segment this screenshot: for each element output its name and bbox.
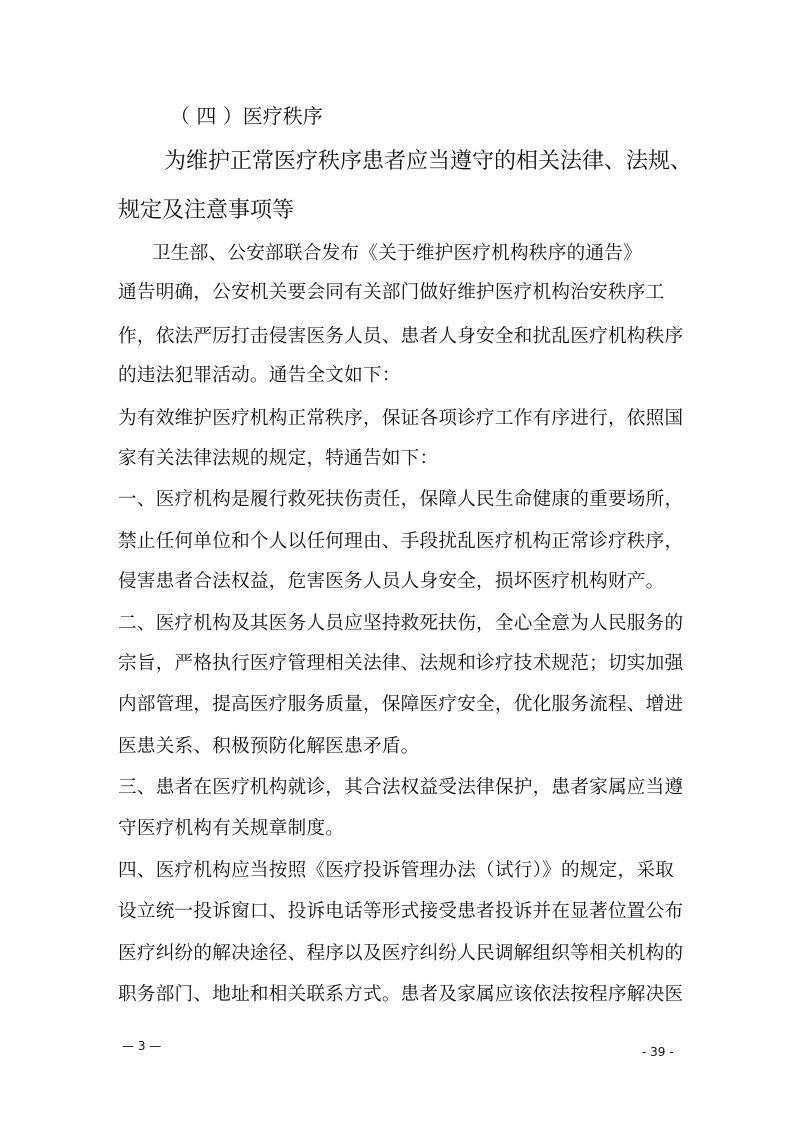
body-line: 内部管理，提高医疗服务质量，保障医疗安全，优化服务流程、增进 bbox=[118, 694, 684, 715]
body-line: 宗旨，严格执行医疗管理相关法律、法规和诊疗技术规范；切实加强 bbox=[118, 653, 684, 674]
body-line: 职务部门、地址和相关联系方式。患者及家属应该依法按程序解决医 bbox=[118, 984, 684, 1005]
page-number-left: — 3 — bbox=[122, 1039, 162, 1053]
body-line: 为有效维护医疗机构正常秩序，保证各项诊疗工作有序进行，依照国 bbox=[118, 408, 684, 429]
body-line: 医患关系、积极预防化解医患矛盾。 bbox=[118, 736, 420, 757]
body-line: 一、医疗机构是履行救死扶伤责任，保障人民生命健康的重要场所， bbox=[118, 489, 684, 510]
body-line: 卫生部、公安部联合发布《关于维护医疗机构秩序的通告》 bbox=[152, 243, 642, 264]
body-line: 通告明确，公安机关要会同有关部门做好维护医疗机构治安秩序工 bbox=[118, 282, 665, 303]
body-line: 三、患者在医疗机构就诊，其合法权益受法律保护，患者家属应当遵 bbox=[118, 777, 684, 798]
body-line: 设立统一投诉窗口、投诉电话等形式接受患者投诉并在显著位置公布 bbox=[118, 901, 684, 922]
body-line: 侵害患者合法权益，危害医务人员人身安全，损坏医疗机构财产。 bbox=[118, 571, 665, 592]
page-number-right: - 39 - bbox=[642, 1045, 674, 1059]
body-line: 守医疗机构有关规章制度。 bbox=[118, 818, 345, 839]
body-line: 禁止任何单位和个人以任何理由、手段扰乱医疗机构正常诊疗秩序， bbox=[118, 531, 684, 552]
body-line: 的违法犯罪活动。通告全文如下： bbox=[118, 365, 401, 386]
section-heading: （ 四 ）医疗秩序 bbox=[170, 104, 323, 128]
body-line: 家有关法律法规的规定，特通告如下： bbox=[118, 448, 439, 469]
body-line: 作，依法严厉打击侵害医务人员、患者人身安全和扰乱医疗机构秩序 bbox=[118, 326, 684, 347]
title-line-2: 规定及注意事项等 bbox=[118, 198, 295, 223]
title-line-1: 为维护正常医疗秩序患者应当遵守的相关法律、法规、 bbox=[164, 149, 693, 174]
body-line: 二、医疗机构及其医务人员应坚持救死扶伤，全心全意为人民服务的 bbox=[118, 613, 684, 634]
body-line: 医疗纠纷的解决途径、程序以及医疗纠纷人民调解组织等相关机构的 bbox=[118, 943, 684, 964]
body-line: 四、医疗机构应当按照《医疗投诉管理办法（试行）》的规定，采取 bbox=[118, 860, 675, 881]
